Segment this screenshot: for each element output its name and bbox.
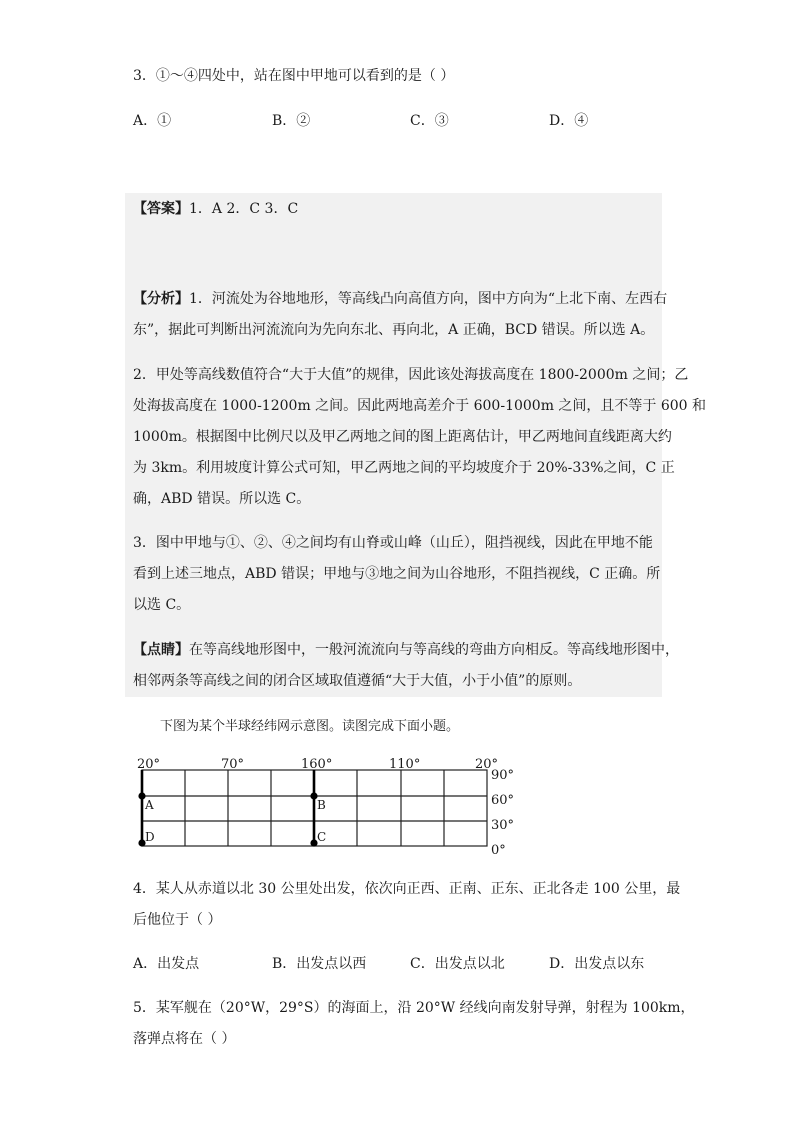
q4-option-c: C．出发点以北 [410, 956, 505, 972]
q4-stem [133, 874, 681, 936]
figure-intro: 下图为某个半球经纬网示意图。读图完成下面小题。 [160, 719, 460, 734]
analysis-line: 确，ABD 错误。所以选 C。 [133, 491, 311, 507]
comment-tag: 【点睛】 [133, 642, 189, 658]
q3-option-a: A．① [133, 113, 172, 129]
analysis-line: 处海拔高度在 1000-1200m 之间。因此两地高差介于 600-1000m 之间，且不等于 600 和 [133, 398, 707, 414]
analysis-line: 以选 C。 [133, 597, 191, 613]
lon-label: 20° [475, 757, 499, 772]
analysis-paragraph-1 [133, 284, 668, 346]
q3-stem: 3．①～④四处中，站在图中甲地可以看到的是（ ） [133, 68, 455, 84]
q5-stem-line: 落弹点将在（ ） [133, 1031, 236, 1047]
answer-text: 1．A 2．C 3．C [189, 201, 299, 217]
comment-text: 在等高线地形图中，一般河流流向与等高线的弯曲方向相反。等高线地形图中， [189, 642, 679, 658]
q4-stem-line: 4．某人从赤道以北 30 公里处出发，依次向正西、正南、正东、正北各走 100 公里，最 [133, 881, 681, 897]
q5-stem [133, 993, 695, 1055]
q3-option-c: C．③ [410, 113, 449, 129]
q4-option-b: B．出发点以西 [272, 956, 367, 972]
analysis-paragraph-2 [133, 360, 707, 515]
analysis-line: 3．图中甲地与①、②、④之间均有山脊或山峰（山丘），阻挡视线，因此在甲地不能 [133, 535, 653, 551]
q4-option-a: A．出发点 [133, 956, 200, 972]
analysis-tag: 【分析】 [133, 291, 189, 307]
analysis-line: 看到上述三地点，ABD 错误；甲地与③地之间为山谷地形，不阻挡视线，C 正确。所 [133, 566, 661, 582]
analysis-line: 2．甲处等高线数值符合“大于大值”的规律，因此该处海拔高度在 1800-2000m 之间；乙 [133, 367, 689, 383]
lon-label: 110° [389, 757, 421, 772]
answer-line [133, 199, 298, 219]
lat-label: 0° [491, 843, 506, 855]
comment-paragraph [133, 635, 679, 697]
analysis-paragraph-3 [133, 528, 663, 621]
lat-long-grid-figure [125, 755, 525, 855]
comment-line: 相邻两条等高线之间的闭合区域取值遵循“大于大值，小于小值”的原则。 [133, 673, 582, 689]
lat-labels [491, 768, 514, 855]
lat-label: 30° [491, 818, 515, 833]
q3-option-b: B．② [272, 113, 311, 129]
lon-label: 160° [301, 757, 333, 772]
answer-tag: 【答案】 [133, 201, 189, 217]
point-label-d: D [145, 830, 155, 844]
q4-option-d: D．出发点以东 [549, 956, 645, 972]
lon-label: 20° [137, 757, 161, 772]
q5-stem-line: 5．某军舰在（20°W，29°S）的海面上，沿 20°W 经线向南发射导弹，射程为 100km， [133, 1000, 695, 1016]
point-label-c: C [317, 830, 327, 844]
analysis-line [133, 284, 668, 315]
lon-label: 70° [221, 757, 245, 772]
analysis-line: 东”，据此可判断出河流流向为先向东北、再向北，A 正确，BCD 错误。所以选 A。 [133, 322, 655, 338]
q3-option-d: D．④ [549, 113, 589, 129]
lat-label: 90° [491, 768, 515, 783]
comment-line [133, 635, 679, 666]
analysis-line: 1000m。根据图中比例尺以及甲乙两地之间的图上距离估计，甲乙两地间直线距离大约 [133, 429, 672, 445]
lat-label: 60° [491, 793, 515, 808]
q4-stem-line: 后他位于（ ） [133, 912, 222, 928]
point-label-b: B [317, 798, 326, 812]
point-label-a: A [145, 798, 154, 812]
analysis-line: 为 3km。利用坡度计算公式可知，甲乙两地之间的平均坡度介于 20%-33%之间，C 正 [133, 460, 675, 476]
analysis-text: 1．河流处为谷地地形，等高线凸向高值方向，图中方向为“上北下南、左西右 [189, 291, 668, 307]
